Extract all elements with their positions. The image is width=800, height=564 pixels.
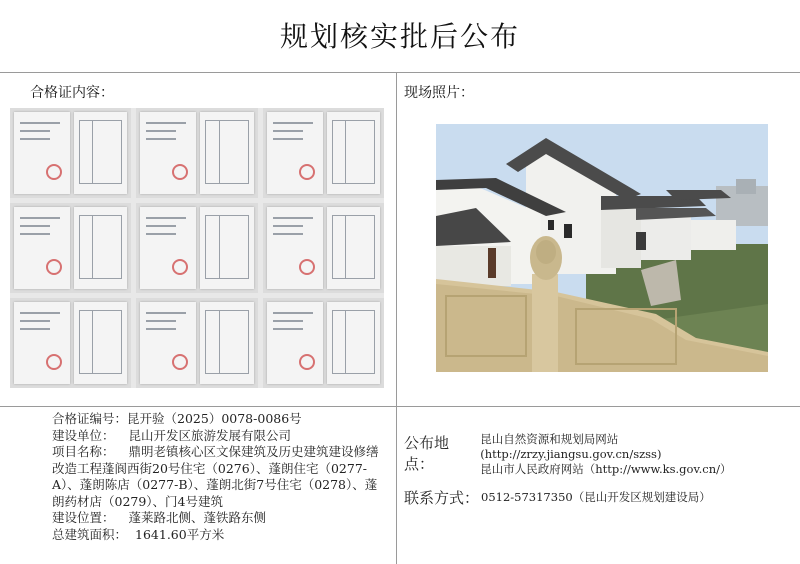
seal-stamp-icon (172, 354, 188, 370)
area-value: 1641.60平方米 (135, 526, 225, 542)
certificate-table (205, 215, 248, 279)
certificate-right-page (200, 302, 253, 384)
certificate-text-line (20, 130, 50, 132)
certificate-text-line (146, 320, 176, 322)
certificate-text-line (20, 312, 60, 314)
divider-vertical (396, 72, 397, 564)
certificate-text-line (20, 217, 60, 219)
project-details (52, 411, 387, 543)
certificate-table (332, 215, 375, 279)
certificate-text-line (146, 122, 186, 124)
certificate-text-line (273, 138, 303, 140)
unit-label: 建设单位： (52, 427, 115, 443)
cert-no-label: 合格证编号： (52, 411, 128, 426)
certificate-thumbnail[interactable] (10, 108, 131, 198)
certificate-text-line (273, 328, 303, 330)
certificate-thumbnail[interactable] (136, 298, 257, 388)
certificate-text-line (20, 233, 50, 235)
certificate-text-line (20, 328, 50, 330)
certificate-table (205, 120, 248, 184)
certificate-right-page (200, 112, 253, 194)
certificate-right-page (327, 302, 380, 384)
certificate-thumbnail[interactable] (263, 108, 384, 198)
seal-stamp-icon (172, 259, 188, 275)
certificate-right-page (327, 207, 380, 289)
certificate-grid (10, 108, 384, 388)
certificate-text-line (146, 328, 176, 330)
certificate-left-page (140, 112, 196, 194)
certificate-thumbnail[interactable] (136, 108, 257, 198)
certificate-thumbnail[interactable] (136, 203, 257, 293)
certificate-table (332, 310, 375, 374)
certificate-right-page (74, 302, 127, 384)
certificate-left-page (14, 112, 70, 194)
certificate-heading: 合格证内容： (30, 85, 114, 101)
divider-top (0, 72, 800, 73)
photo-heading: 现场照片： (404, 85, 474, 101)
divider-middle (0, 406, 800, 407)
place-line-2[interactable]: 昆山市人民政府网站（http://www.ks.gov.cn/） (480, 462, 732, 476)
certificate-text-line (146, 312, 186, 314)
contact-block (404, 432, 796, 508)
certificate-thumbnail[interactable] (263, 298, 384, 388)
page-title: 规划核实批后公布 (279, 20, 520, 53)
certificate-text-line (146, 138, 176, 140)
certificate-left-page (14, 302, 70, 384)
certificate-text-line (273, 320, 303, 322)
place-label: 公布地点： (404, 434, 450, 473)
project-label: 项目名称： (52, 444, 115, 459)
seal-stamp-icon (46, 354, 62, 370)
certificate-right-page (200, 207, 253, 289)
certificate-table (205, 310, 248, 374)
area-label: 总建筑面积： (52, 526, 128, 542)
method-value: 0512-57317350（昆山开发区规划建设局） (481, 490, 711, 504)
certificate-text-line (146, 217, 186, 219)
certificate-left-page (14, 207, 70, 289)
certificate-text-line (146, 130, 176, 132)
project-value: 鼎明老镇核心区文保建筑及历史建筑建设修缮改造工程蓬阆西街20号住宅（0276）、蓬朗住宅（0277-A）、蓬朗陈店（0277-B）、蓬朗北街7号住宅（0278）、蓬朗药材店（0279）、门4号建筑 (52, 444, 379, 509)
site-photo[interactable] (436, 124, 768, 372)
certificate-right-page (327, 112, 380, 194)
method-label: 联系方式： (404, 489, 480, 507)
certificate-text-line (20, 138, 50, 140)
certificate-text-line (20, 225, 50, 227)
certificate-table (332, 120, 375, 184)
certificate-text-line (273, 130, 303, 132)
certificate-thumbnail[interactable] (10, 298, 131, 388)
certificate-text-line (273, 233, 303, 235)
certificate-left-page (267, 112, 323, 194)
certificate-text-line (273, 312, 313, 314)
certificate-right-page (74, 207, 127, 289)
certificate-left-page (267, 207, 323, 289)
seal-stamp-icon (299, 354, 315, 370)
certificate-text-line (20, 320, 50, 322)
seal-stamp-icon (46, 259, 62, 275)
cert-no-value: 昆开验（2025）0078-0086号 (127, 411, 302, 426)
seal-stamp-icon (172, 164, 188, 180)
certificate-table (79, 120, 122, 184)
unit-value: 昆山开发区旅游发展有限公司 (128, 427, 292, 443)
certificate-thumbnail[interactable] (10, 203, 131, 293)
certificate-text-line (273, 217, 313, 219)
certificate-left-page (140, 207, 196, 289)
certificate-text-line (273, 122, 313, 124)
seal-stamp-icon (299, 164, 315, 180)
certificate-left-page (140, 302, 196, 384)
certificate-table (79, 310, 122, 374)
certificate-table (79, 215, 122, 279)
certificate-text-line (146, 225, 176, 227)
certificate-text-line (20, 122, 60, 124)
certificate-text-line (273, 225, 303, 227)
certificate-thumbnail[interactable] (263, 203, 384, 293)
seal-stamp-icon (299, 259, 315, 275)
seal-stamp-icon (46, 164, 62, 180)
location-label: 建设位置： (52, 510, 115, 525)
certificate-text-line (146, 233, 176, 235)
certificate-left-page (267, 302, 323, 384)
certificate-right-page (74, 112, 127, 194)
location-value: 蓬莱路北侧、蓬铁路东侧 (128, 510, 267, 525)
place-line-1[interactable]: 昆山自然资源和规划局网站(http://zrzy.jiangsu.gov.cn/szss) (480, 432, 662, 461)
